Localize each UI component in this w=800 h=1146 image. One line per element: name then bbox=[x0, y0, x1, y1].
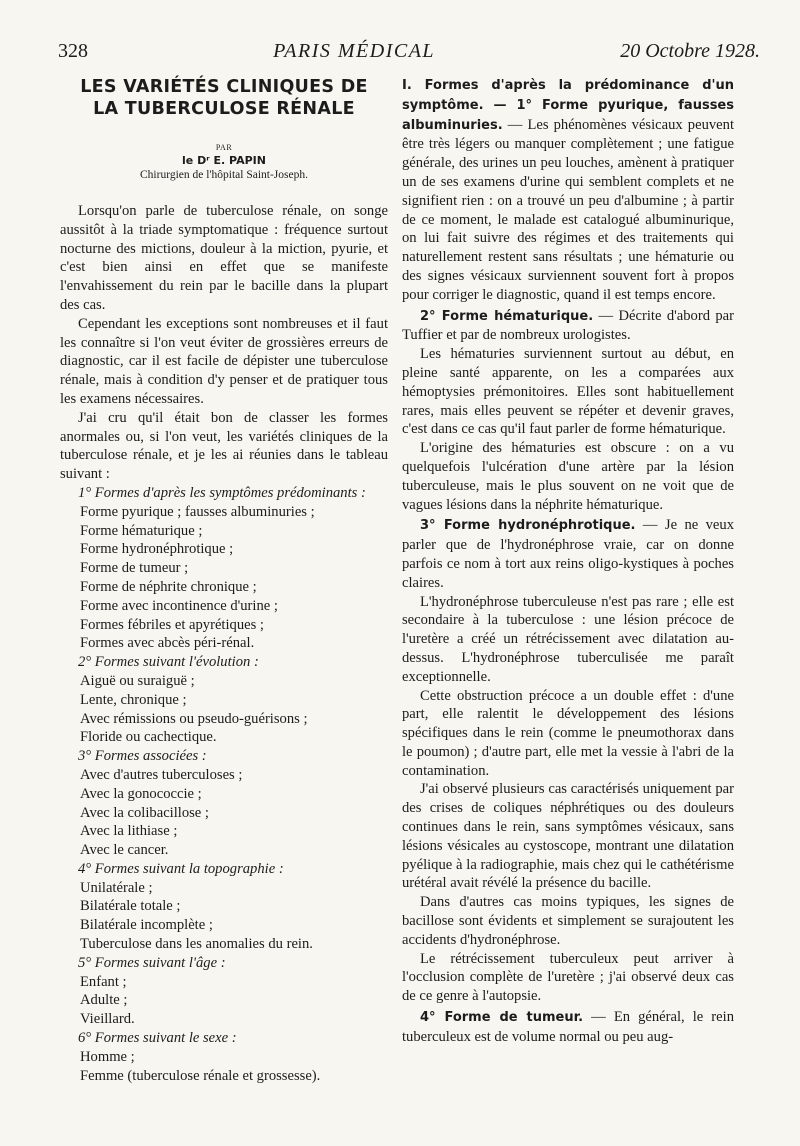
forms-list-item: Floride ou cachectique. bbox=[80, 729, 217, 746]
intro-paragraph-2: Cependant les exceptions sont nombreuses et il faut les connaître si l'on veut éviter de grossières erreurs de diagnostic, car il est facile de dépister une tuberculose rénale, mais à condition d'y penser et de pratiquer tous les examens nécessaires. bbox=[60, 315, 388, 407]
forms-list-item: Formes fébriles et apyrétiques ; bbox=[80, 616, 264, 633]
section-2-heading: 2° Forme hématurique. bbox=[420, 308, 594, 324]
forms-list-item: Unilatérale ; bbox=[80, 879, 153, 896]
forms-list-item: Enfant ; bbox=[80, 973, 127, 990]
issue-date: 20 Octobre 1928. bbox=[620, 40, 760, 62]
hydronephrosis-paragraph-5: Le rétrécissement tuberculeux peut arriver à l'occlusion complète de l'uretère ; j'ai observé deux cas de ce genre à l'autopsie. bbox=[402, 950, 734, 1005]
hematuria-paragraph-2: L'origine des hématuries est obscure : on a vu quelquefois l'ulcération d'une artère par la lésion tuberculeuse, mais le plus souvent on ne voit que de vagues lésions dans la néphrite hématurique. bbox=[402, 440, 734, 513]
forms-list-item: Vieillard. bbox=[80, 1011, 135, 1028]
hydronephrosis-paragraph-4: Dans d'autres cas moins typiques, les signes de bacillose sont évidents et simplement se surajoutent les accidents d'hydronéphrose. bbox=[402, 894, 734, 948]
forms-category-heading: 1° Formes d'après les symptômes prédominants : bbox=[78, 484, 366, 501]
forms-list-item: Avec rémissions ou pseudo-guérisons ; bbox=[80, 710, 308, 727]
forms-list-item: Adulte ; bbox=[80, 992, 128, 1009]
article-title-line-1: LES VARIÉTÉS CLINIQUES DE bbox=[80, 77, 368, 97]
forms-list-item: Homme ; bbox=[80, 1048, 135, 1065]
forms-list-item: Bilatérale incomplète ; bbox=[80, 917, 213, 934]
forms-category-heading: 4° Formes suivant la topographie : bbox=[78, 860, 284, 877]
section-1 bbox=[402, 76, 734, 305]
left-column bbox=[60, 76, 388, 1085]
section-2-text: — Décrite d'abord par Tuffier et par de nombreux urologistes. bbox=[402, 307, 735, 344]
author-affiliation: Chirurgien de l'hôpital Saint-Joseph. bbox=[140, 169, 308, 181]
forms-list-item: Forme pyurique ; fausses albuminuries ; bbox=[80, 503, 315, 520]
forms-list-item: Avec la colibacillose ; bbox=[80, 804, 209, 821]
section-3-text: — Je ne veux parler que de l'hydronéphrose vraie, car on donne parfois ce nom à tort aux reins oligo-kystiques à poches claires. bbox=[402, 517, 734, 591]
forms-list-item: Formes avec abcès péri-rénal. bbox=[80, 635, 255, 652]
section-4 bbox=[402, 1008, 734, 1047]
forms-category-heading: 6° Formes suivant le sexe : bbox=[78, 1030, 237, 1047]
forms-list-item: Forme hydronéphrotique ; bbox=[80, 541, 234, 558]
byline-par: PAR bbox=[215, 143, 233, 152]
forms-table-list bbox=[60, 484, 388, 1086]
forms-list-item: Femme (tuberculose rénale et grossesse). bbox=[80, 1067, 321, 1084]
forms-category-heading: 5° Formes suivant l'âge : bbox=[78, 954, 226, 971]
journal-title: PARIS MÉDICAL bbox=[273, 40, 436, 62]
article-title bbox=[60, 76, 388, 120]
section-3-heading: 3° Forme hydronéphrotique. bbox=[420, 518, 636, 534]
forms-list-item: Forme hématurique ; bbox=[80, 522, 203, 539]
intro-paragraph-3: J'ai cru qu'il était bon de classer les formes anormales ou, si l'on veut, les variétés cliniques de la tuberculose rénale, et je les ai réunies dans le tableau suivant : bbox=[60, 409, 388, 483]
hydronephrosis-paragraph-1: L'hydronéphrose tuberculeuse n'est pas rare ; elle est secondaire à la tuberculose : une lésion précoce de l'uretère a créé un rétrécissement avec dilatation au-dessus. L'hydronéphrose tuberculisée me paraît exceptionnelle. bbox=[402, 593, 734, 685]
intro-paragraph-1: Lorsqu'on parle de tuberculose rénale, on songe aussitôt à la triade symptomatique : fréquence surtout nocturne des mictions, douleur à la miction, pyurie, et c'est bien ainsi en effet que se manifeste l'envahissement du rein par le bacille dans la plupart des cas. bbox=[60, 203, 388, 313]
hydronephrosis-paragraph-2: Cette obstruction précoce a un double effet : d'une part, elle ralentit le développement des lésions spécifiques dans le rein (comme le pneumothorax dans le poumon) ; d'autre part, elle met la vessie à l'abri de la contamination. bbox=[402, 687, 734, 779]
forms-list-item: Tuberculose dans les anomalies du rein. bbox=[80, 936, 313, 953]
hematuria-paragraph-1: Les hématuries surviennent surtout au début, en pleine santé apparente, on les a comparées aux hémoptysies prémonitoires. Elles sont habituellement rares, mais elles peuvent se répéter et devenir graves, c'est dans ce cas qu'il faut parler de forme hématurique. bbox=[402, 346, 734, 438]
forms-category-heading: 2° Formes suivant l'évolution : bbox=[78, 654, 259, 671]
section-2 bbox=[402, 307, 734, 346]
right-column bbox=[402, 76, 734, 1047]
forms-list-item: Avec la gonococcie ; bbox=[80, 785, 202, 802]
author-name: le Dʳ E. PAPIN bbox=[182, 154, 266, 167]
running-header bbox=[58, 40, 760, 70]
section-4-heading: 4° Forme de tumeur. bbox=[420, 1010, 584, 1026]
forms-list-item: Bilatérale totale ; bbox=[80, 898, 181, 915]
forms-list-item: Forme de tumeur ; bbox=[80, 560, 189, 577]
hydronephrosis-paragraph-3: J'ai observé plusieurs cas caractérisés uniquement par des crises de coliques néphrétiques ou des douleurs continues dans le rein, sans symptômes vésicaux, sans lésions vésicales au cystoscope, montrant une dilatation pyélique à la radiographie, mais chez qui le cathétérisme urétéral avait révélé la présence du bacille. bbox=[402, 781, 734, 892]
section-1-heading: I. Formes d'après la prédominance d'un symptôme. — 1° Forme pyurique, fausses albuminuries. bbox=[402, 78, 734, 133]
forms-list-item: Forme avec incontinence d'urine ; bbox=[80, 597, 278, 614]
section-1-text: — Les phénomènes vésicaux peuvent être très légers ou manquer complètement ; une fatigue générale, des urines un peu louches, amènent à pratiquer un de ses examens d'urine qui semblent complets et ne signifient rien : on a trouvé un peu d'albumine ; à partir de ce moment, le malade est catalogué albuminurique, on lui fait suivre des régimes et des traitements qui naturellement restent sans résultats ; une hématurie ou des signes vésicaux surviennent souvent fort à propos pour corriger le diagnostic, quand il est temps encore. bbox=[402, 116, 734, 303]
forms-list-item: Aiguë ou suraiguë ; bbox=[80, 672, 195, 689]
section-3 bbox=[402, 516, 734, 592]
forms-list-item: Lente, chronique ; bbox=[80, 691, 187, 708]
forms-category-heading: 3° Formes associées : bbox=[78, 748, 207, 765]
forms-list-item: Avec le cancer. bbox=[80, 842, 169, 859]
section-4-text: — En général, le rein tuberculeux est de volume normal ou peu aug- bbox=[402, 1009, 734, 1045]
forms-list-item: Avec la lithiase ; bbox=[80, 823, 178, 840]
forms-list-item: Avec d'autres tuberculoses ; bbox=[80, 766, 243, 783]
page-number: 328 bbox=[58, 40, 88, 62]
article-title-line-2: LA TUBERCULOSE RÉNALE bbox=[93, 99, 355, 119]
forms-list-item: Forme de néphrite chronique ; bbox=[80, 578, 257, 595]
